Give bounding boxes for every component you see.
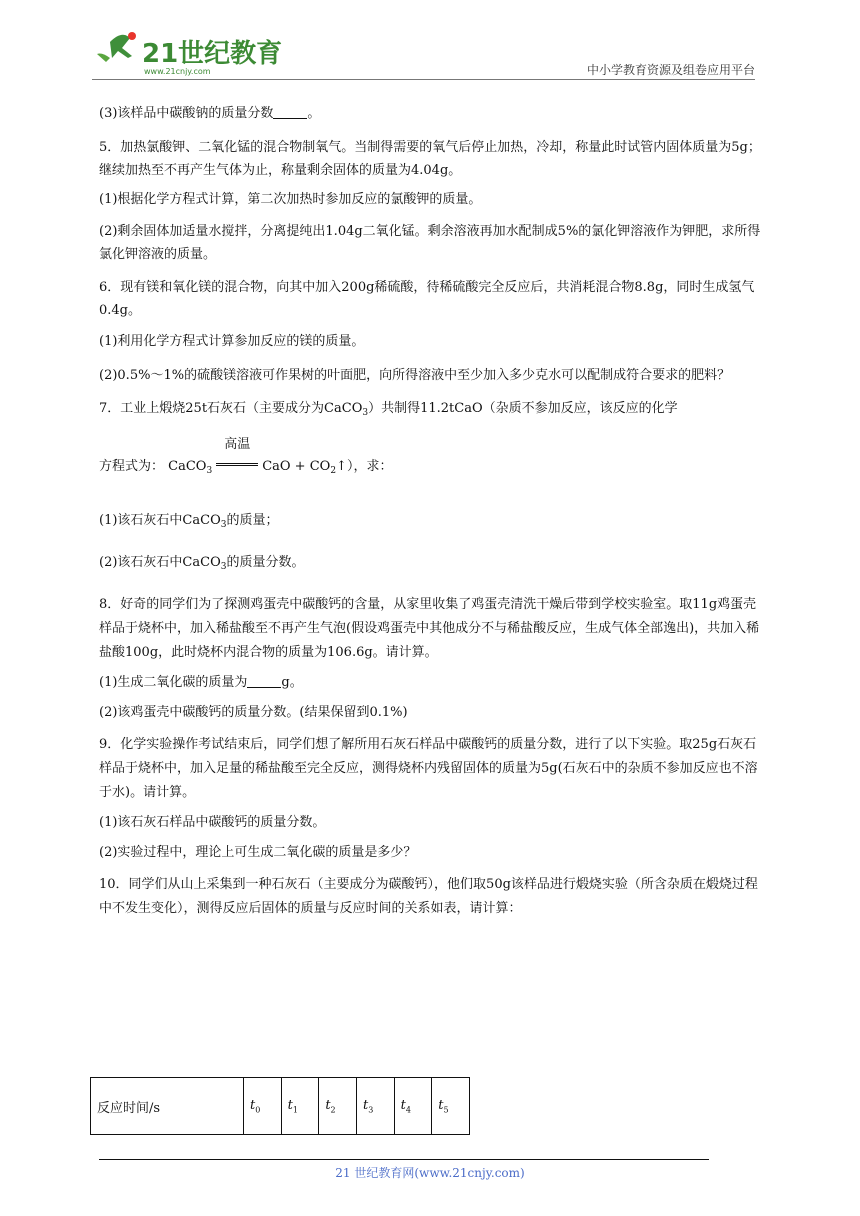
site-logo — [92, 28, 283, 78]
reaction-table — [90, 1077, 470, 1135]
table-cell: $t_5$ — [432, 1078, 470, 1135]
q8-text: 8．好奇的同学们为了探测鸡蛋壳中碳酸钙的含量，从家里收集了鸡蛋壳清洗干燥后带到学校实验室。取11g鸡蛋壳样品于烧杯中，加入稀盐酸至不再产生气泡(假设鸡蛋壳中其他成分不与稀盐酸反应，生成气体全部逸出)，共加入稀盐酸100g，此时烧杯内混合物的质量为106.6g。请计算。 — [99, 597, 760, 660]
q7-text: 7．工业上煅烧25t石灰石（主要成分为CaCO$_3$）共制得11.2tCaO（杂质不参加反应，该反应的化学 — [99, 401, 678, 418]
answer-blank — [247, 674, 281, 688]
q5-text: 5．加热氯酸钾、二氧化锰的混合物制氧气。当制得需要的氧气后停止加热，冷却，称量此时试管内固体质量为5g；继续加热至不再产生气体为止，称量剩余固体的质量为4.04g。 — [99, 140, 761, 178]
platform-name: 中小学教育资源及组卷应用平台 — [586, 63, 755, 77]
reaction-condition: 高温 — [216, 457, 258, 477]
q7-equation: 方程式为： CaCO$_3$ 高温 CaO + $CO_2↑$），求： — [99, 437, 393, 476]
q3-subquestion: (3)该样品中碳酸钠的质量分数 。 — [99, 106, 321, 121]
page-header — [92, 28, 755, 80]
q9-text: 9．化学实验操作考试结束后，同学们想了解所用石灰石样品中碳酸钙的质量分数，进行了以下实验。取25g石灰石样品于烧杯中，加入足量的稀盐酸至完全反应，测得烧杯内残留固体的质量为5g(石灰石中的杂质不参加反应也不溶于水)。请计算。 — [99, 737, 758, 800]
table-cell: $t_3$ — [356, 1078, 394, 1135]
q6-sub2: (2)0.5%～1%的硫酸镁溶液可作果树的叶面肥，向所得溶液中至少加入多少克水可以配制成符合要求的肥料？ — [99, 368, 731, 383]
table-cell: $t_2$ — [319, 1078, 357, 1135]
footer-divider — [99, 1159, 709, 1160]
q8-sub2: (2)该鸡蛋壳中碳酸钙的质量分数。(结果保留到0.1%) — [99, 705, 408, 720]
footer-link[interactable]: 21 世纪教育网(www.21cnjy.com) — [335, 1166, 525, 1180]
q9-sub1: (1)该石灰石样品中碳酸钙的质量分数。 — [99, 815, 326, 830]
q5-sub2: (2)剩余固体加适量水搅拌，分离提纯出1.04g二氧化锰。剩余溶液再加水配制成5%的氯化钾溶液作为钾肥，求所得氯化钾溶液的质量。 — [99, 224, 761, 262]
question-content — [99, 100, 765, 921]
table-cell: $t_0$ — [244, 1078, 282, 1135]
q7-sub2: (2)该石灰石中CaCO$_3$的质量分数。 — [99, 555, 305, 572]
answer-blank — [273, 105, 307, 119]
q5-sub1: (1)根据化学方程式计算，第二次加热时参加反应的氯酸钾的质量。 — [99, 192, 482, 207]
q6-text: 6．现有镁和氧化镁的混合物，向其中加入200g稀硫酸，待稀硫酸完全反应后，共消耗混合物8.8g，同时生成氢气0.4g。 — [99, 280, 755, 318]
q10-text: 10．同学们从山上采集到一种石灰石（主要成分为碳酸钙），他们取50g该样品进行煅烧实验（所含杂质在煅烧过程中不发生变化），测得反应后固体的质量与反应时间的关系如表，请计算： — [99, 877, 758, 916]
logo-url: www.21cnjy.com — [144, 67, 211, 76]
q9-sub2: (2)实验过程中，理论上可生成二氧化碳的质量是多少？ — [99, 845, 417, 860]
logo-text: 21世纪教育 — [142, 39, 283, 69]
table-row-label: 反应时间/s — [91, 1078, 244, 1135]
header-divider — [92, 79, 755, 80]
table-cell: $t_1$ — [281, 1078, 319, 1135]
q7-sub1: (1)该石灰石中CaCO$_3$的质量； — [99, 513, 279, 530]
q8-sub1: (1)生成二氧化碳的质量为 g。 — [99, 675, 303, 690]
q6-sub1: (1)利用化学方程式计算参加反应的镁的质量。 — [99, 334, 365, 349]
table-cell: $t_4$ — [394, 1078, 432, 1135]
